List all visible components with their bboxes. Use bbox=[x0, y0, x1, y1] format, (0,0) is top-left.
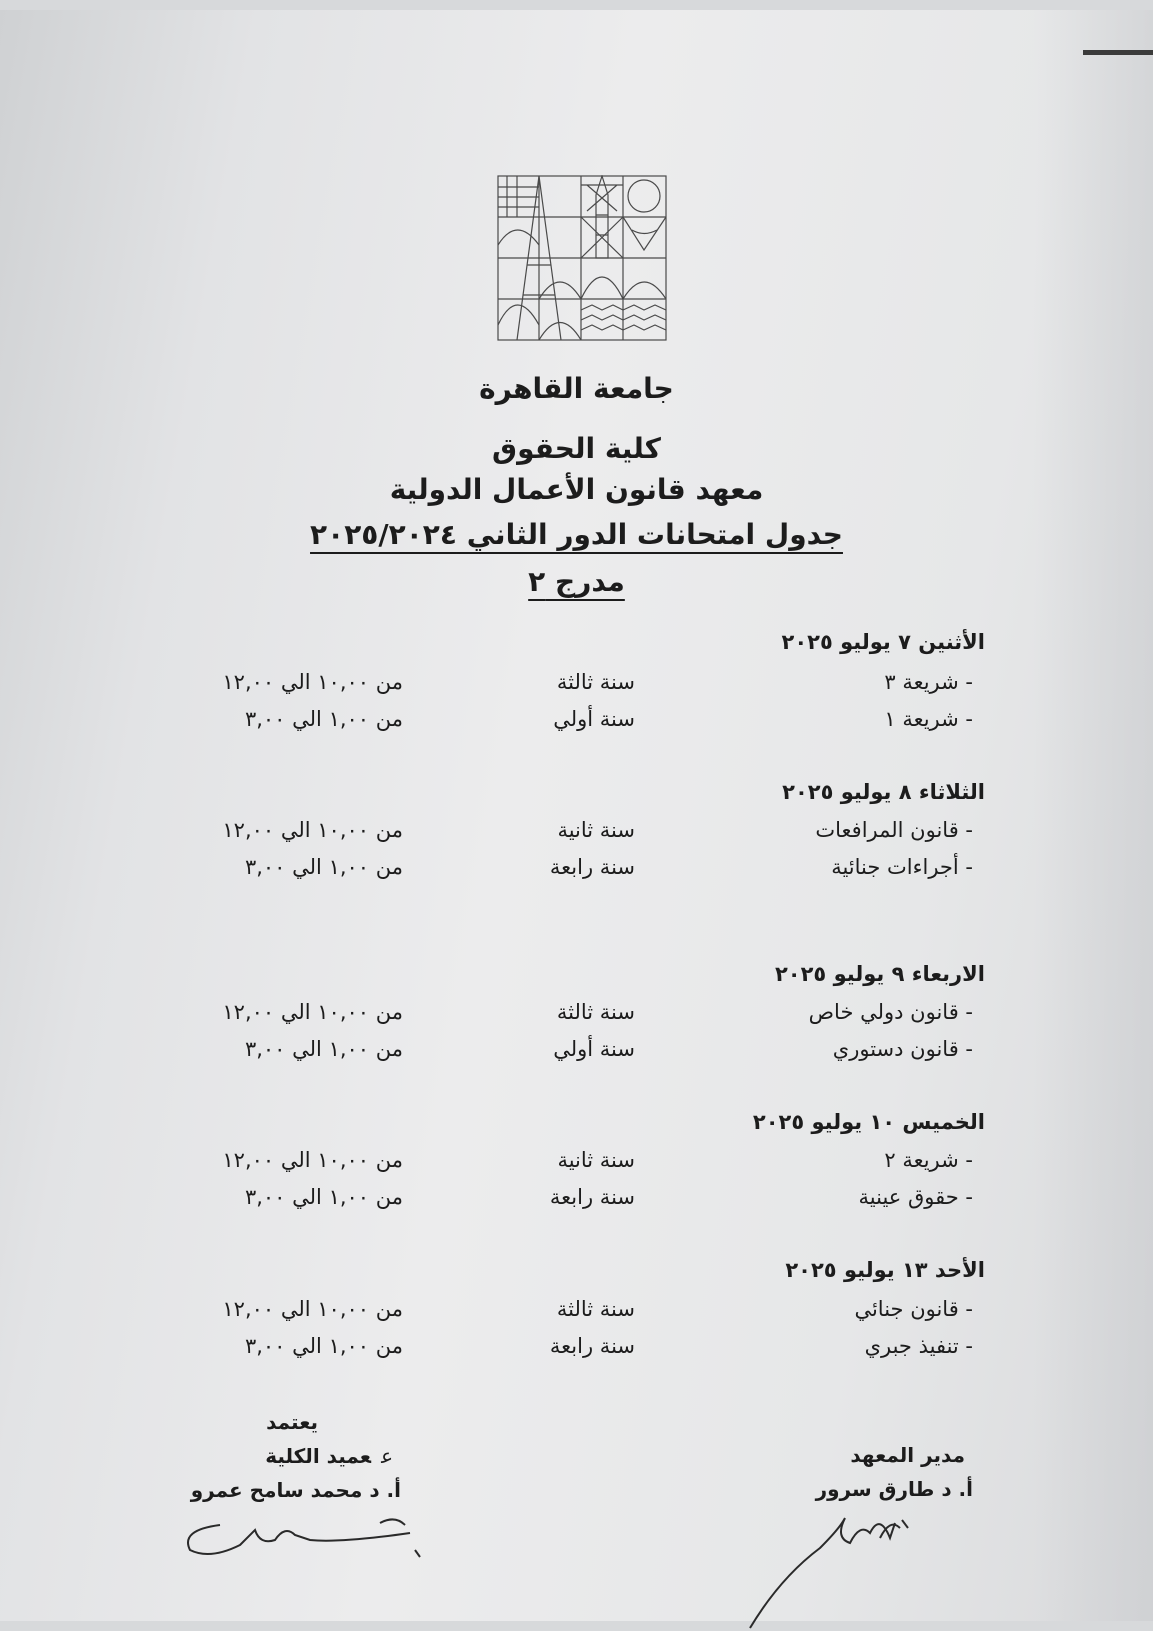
exam-time: من ١٠,٠٠ الي ١٢,٠٠ bbox=[222, 670, 403, 694]
exam-subject: - قانون المرافعات bbox=[815, 818, 973, 842]
institute-name: معهد قانون الأعمال الدولية bbox=[389, 473, 764, 506]
exam-year: سنة رابعة bbox=[549, 1185, 635, 1209]
exam-subject: - قانون دولي خاص bbox=[808, 1000, 973, 1024]
approval-label: يعتمد bbox=[266, 1410, 318, 1434]
exam-hall: مدرج ٢ bbox=[528, 565, 625, 598]
exam-year: سنة رابعة bbox=[549, 1334, 635, 1358]
dean-role-prefix: ع bbox=[381, 1444, 393, 1468]
day-heading: الأثنين ٧ يوليو ٢٠٢٥ bbox=[781, 630, 985, 654]
page-shadow bbox=[1033, 10, 1153, 1621]
exam-year: سنة رابعة bbox=[549, 855, 635, 879]
faculty-name: كلية الحقوق bbox=[492, 432, 661, 465]
exam-subject: - قانون دستوري bbox=[832, 1037, 973, 1061]
cairo-university-logo bbox=[497, 175, 667, 341]
exam-year: سنة ثانية bbox=[557, 1148, 635, 1172]
exam-year: سنة ثانية bbox=[557, 818, 635, 842]
dean-name: أ. د محمد سامح عمرو bbox=[190, 1478, 401, 1502]
corner-mark bbox=[1083, 50, 1153, 55]
exam-subject: - أجراءات جنائية bbox=[831, 855, 973, 879]
university-name: جامعة القاهرة bbox=[479, 372, 674, 405]
exam-subject: - شريعة ٣ bbox=[884, 670, 973, 694]
director-name: أ. د طارق سرور bbox=[815, 1477, 973, 1501]
exam-subject: - قانون جنائي bbox=[854, 1297, 973, 1321]
exam-time: من ١٠,٠٠ الي ١٢,٠٠ bbox=[222, 1000, 403, 1024]
exam-time: من ١,٠٠ الي ٣,٠٠ bbox=[244, 1334, 403, 1358]
exam-time: من ١,٠٠ الي ٣,٠٠ bbox=[244, 1037, 403, 1061]
dean-signature bbox=[180, 1505, 440, 1565]
exam-year: سنة ثالثة bbox=[556, 1297, 635, 1321]
day-heading: الخميس ١٠ يوليو ٢٠٢٥ bbox=[752, 1110, 985, 1134]
exam-subject: - شريعة ٢ bbox=[884, 1148, 973, 1172]
exam-time: من ١٠,٠٠ الي ١٢,٠٠ bbox=[222, 1148, 403, 1172]
exam-year: سنة أولي bbox=[553, 1037, 635, 1061]
dean-role: عميد الكلية bbox=[265, 1444, 372, 1468]
exam-subject: - حقوق عينية bbox=[858, 1185, 973, 1209]
exam-subject: - تنفيذ جبري bbox=[864, 1334, 973, 1358]
dean-title bbox=[265, 1444, 393, 1468]
exam-time: من ١٠,٠٠ الي ١٢,٠٠ bbox=[222, 1297, 403, 1321]
exam-time: من ١,٠٠ الي ٣,٠٠ bbox=[244, 855, 403, 879]
exam-year: سنة أولي bbox=[553, 707, 635, 731]
schedule-title: جدول امتحانات الدور الثاني ٢٠٢٥/٢٠٢٤ bbox=[310, 518, 843, 551]
exam-time: من ١٠,٠٠ الي ١٢,٠٠ bbox=[222, 818, 403, 842]
exam-subject: - شريعة ١ bbox=[884, 707, 973, 731]
exam-time: من ١,٠٠ الي ٣,٠٠ bbox=[244, 707, 403, 731]
day-heading: الثلاثاء ٨ يوليو ٢٠٢٥ bbox=[782, 780, 985, 804]
exam-time: من ١,٠٠ الي ٣,٠٠ bbox=[244, 1185, 403, 1209]
day-heading: الاربعاء ٩ يوليو ٢٠٢٥ bbox=[774, 962, 985, 986]
exam-year: سنة ثالثة bbox=[556, 1000, 635, 1024]
director-signature bbox=[740, 1498, 940, 1631]
document-page bbox=[0, 10, 1153, 1621]
day-heading: الأحد ١٣ يوليو ٢٠٢٥ bbox=[785, 1258, 985, 1282]
exam-year: سنة ثالثة bbox=[556, 670, 635, 694]
director-title: مدير المعهد bbox=[850, 1443, 965, 1467]
